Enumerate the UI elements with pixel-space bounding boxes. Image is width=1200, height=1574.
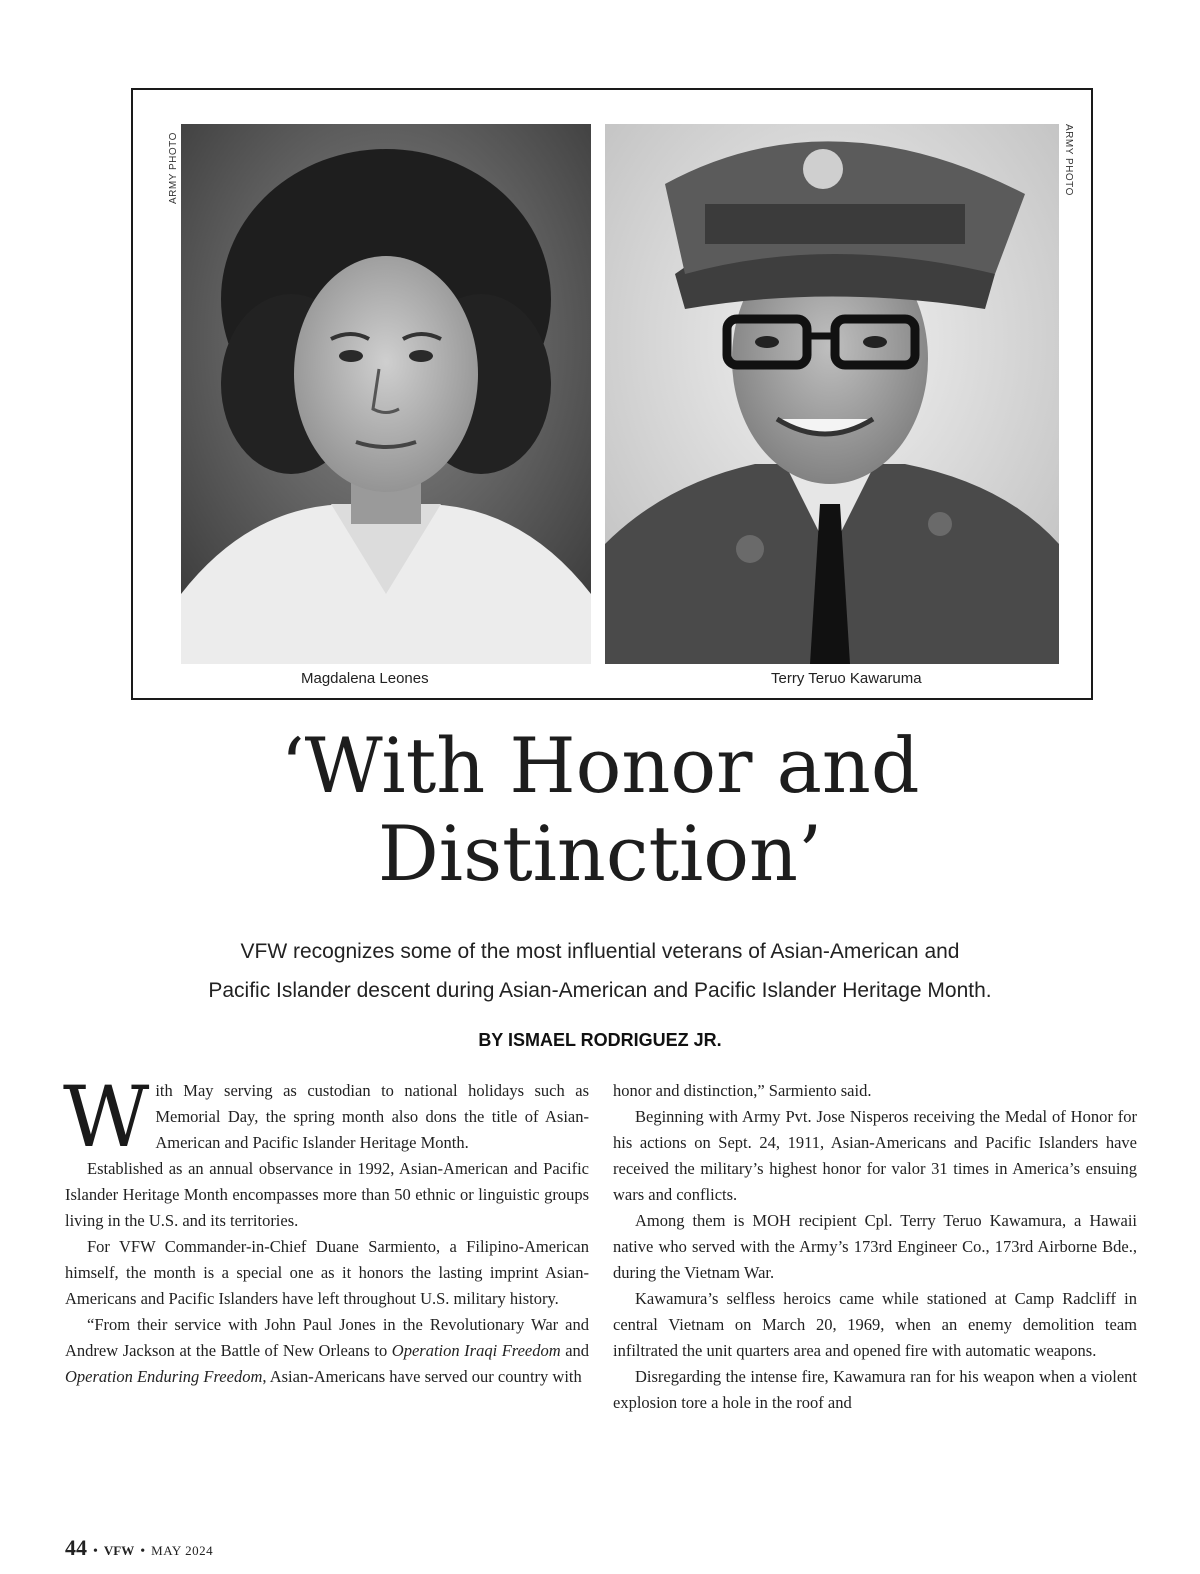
- quote-text: and: [560, 1341, 590, 1360]
- headline-line-1: ‘With Honor and: [280, 721, 920, 810]
- article-paragraph: honor and distinction,” Sarmiento said.: [613, 1081, 872, 1100]
- article-paragraph-quote: [65, 1312, 589, 1390]
- operation-name: Operation Enduring Freedom: [65, 1367, 263, 1386]
- bullet-separator: •: [93, 1544, 98, 1559]
- issue-date: MAY 2024: [151, 1543, 214, 1558]
- article-paragraph: Established as an annual observance in 1992, Asian-American and Pacific Islander Heritage Month encompasses more than 50 ethnic or linguistic groups living in the U.S. and its territories.: [65, 1159, 589, 1230]
- article-paragraph: Disregarding the intense fire, Kawamura ran for his weapon when a violent explosion tore a hole in the roof and: [613, 1367, 1137, 1412]
- portrait-terry-kawamura: [605, 124, 1059, 664]
- deck-line-2: Pacific Islander descent during Asian-American and Pacific Islander Heritage Month.: [208, 979, 992, 1002]
- headline: [0, 722, 1200, 898]
- byline: BY ISMAEL RODRIGUEZ JR.: [478, 1030, 722, 1050]
- deck-line-1: VFW recognizes some of the most influential veterans of Asian-American and: [240, 940, 960, 963]
- portrait-right-image: [605, 124, 1059, 664]
- article-paragraph: Among them is MOH recipient Cpl. Terry Teruo Kawamura, a Hawaii native who served with the Army’s 173rd Engineer Co., 173rd Airborne Bde., during the Vietnam War.: [613, 1211, 1137, 1282]
- article-paragraph: For VFW Commander-in-Chief Duane Sarmiento, a Filipino-American himself, the month is a special one as it honors the lasting imprint Asian-Americans and Pacific Islanders have left throughout U.S. military history.: [65, 1237, 589, 1308]
- photo-credit-left: ARMY PHOTO: [168, 132, 179, 204]
- portrait-magdalena-leones: [181, 124, 591, 664]
- bullet-separator: •: [140, 1544, 146, 1559]
- article-column-right: [613, 1078, 1137, 1416]
- article-column-left: [63, 1068, 590, 1390]
- caption-left: Magdalena Leones: [301, 670, 429, 687]
- article-paragraph: Kawamura’s selfless heroics came while stationed at Camp Radcliff in central Vietnam on March 20, 1969, when an enemy demolition team infiltrated the unit quarters area and opened fire with automatic weapons.: [613, 1289, 1137, 1360]
- paragraph-text: ith May serving as custodian to national holidays such as Memorial Day, the spring month also dons the title of Asian-American and Pacific Islander Heritage Month.: [155, 1081, 589, 1152]
- deck-subtitle: [100, 932, 1100, 1010]
- article-paragraph: Beginning with Army Pvt. Jose Nisperos receiving the Medal of Honor for his actions on Sept. 24, 1911, Asian-Americans and Pacific Islanders have received the military’s highest honor for valor 31 times in America’s ensuing wars and conflicts.: [613, 1107, 1137, 1204]
- magazine-name: VFW: [103, 1543, 135, 1558]
- portrait-left-image: [181, 124, 591, 664]
- article-paragraph: [63, 1068, 589, 1166]
- page-number: 44: [65, 1535, 87, 1560]
- photo-credit-right: ARMY PHOTO: [1063, 124, 1074, 196]
- headline-line-2: Distinction’: [377, 809, 823, 898]
- page-footer: [65, 1535, 213, 1561]
- operation-name: Operation Iraqi Freedom: [391, 1341, 561, 1360]
- quote-text: “From their service with John Paul Jones in the Revolutionary War and Andrew Jackson at the Battle of New Orleans to: [65, 1315, 589, 1360]
- quote-text: , Asian-Americans have served our country with: [262, 1367, 582, 1386]
- photo-frame: [131, 88, 1093, 700]
- caption-right: Terry Teruo Kawaruma: [771, 670, 922, 687]
- drop-cap: W: [63, 1068, 150, 1166]
